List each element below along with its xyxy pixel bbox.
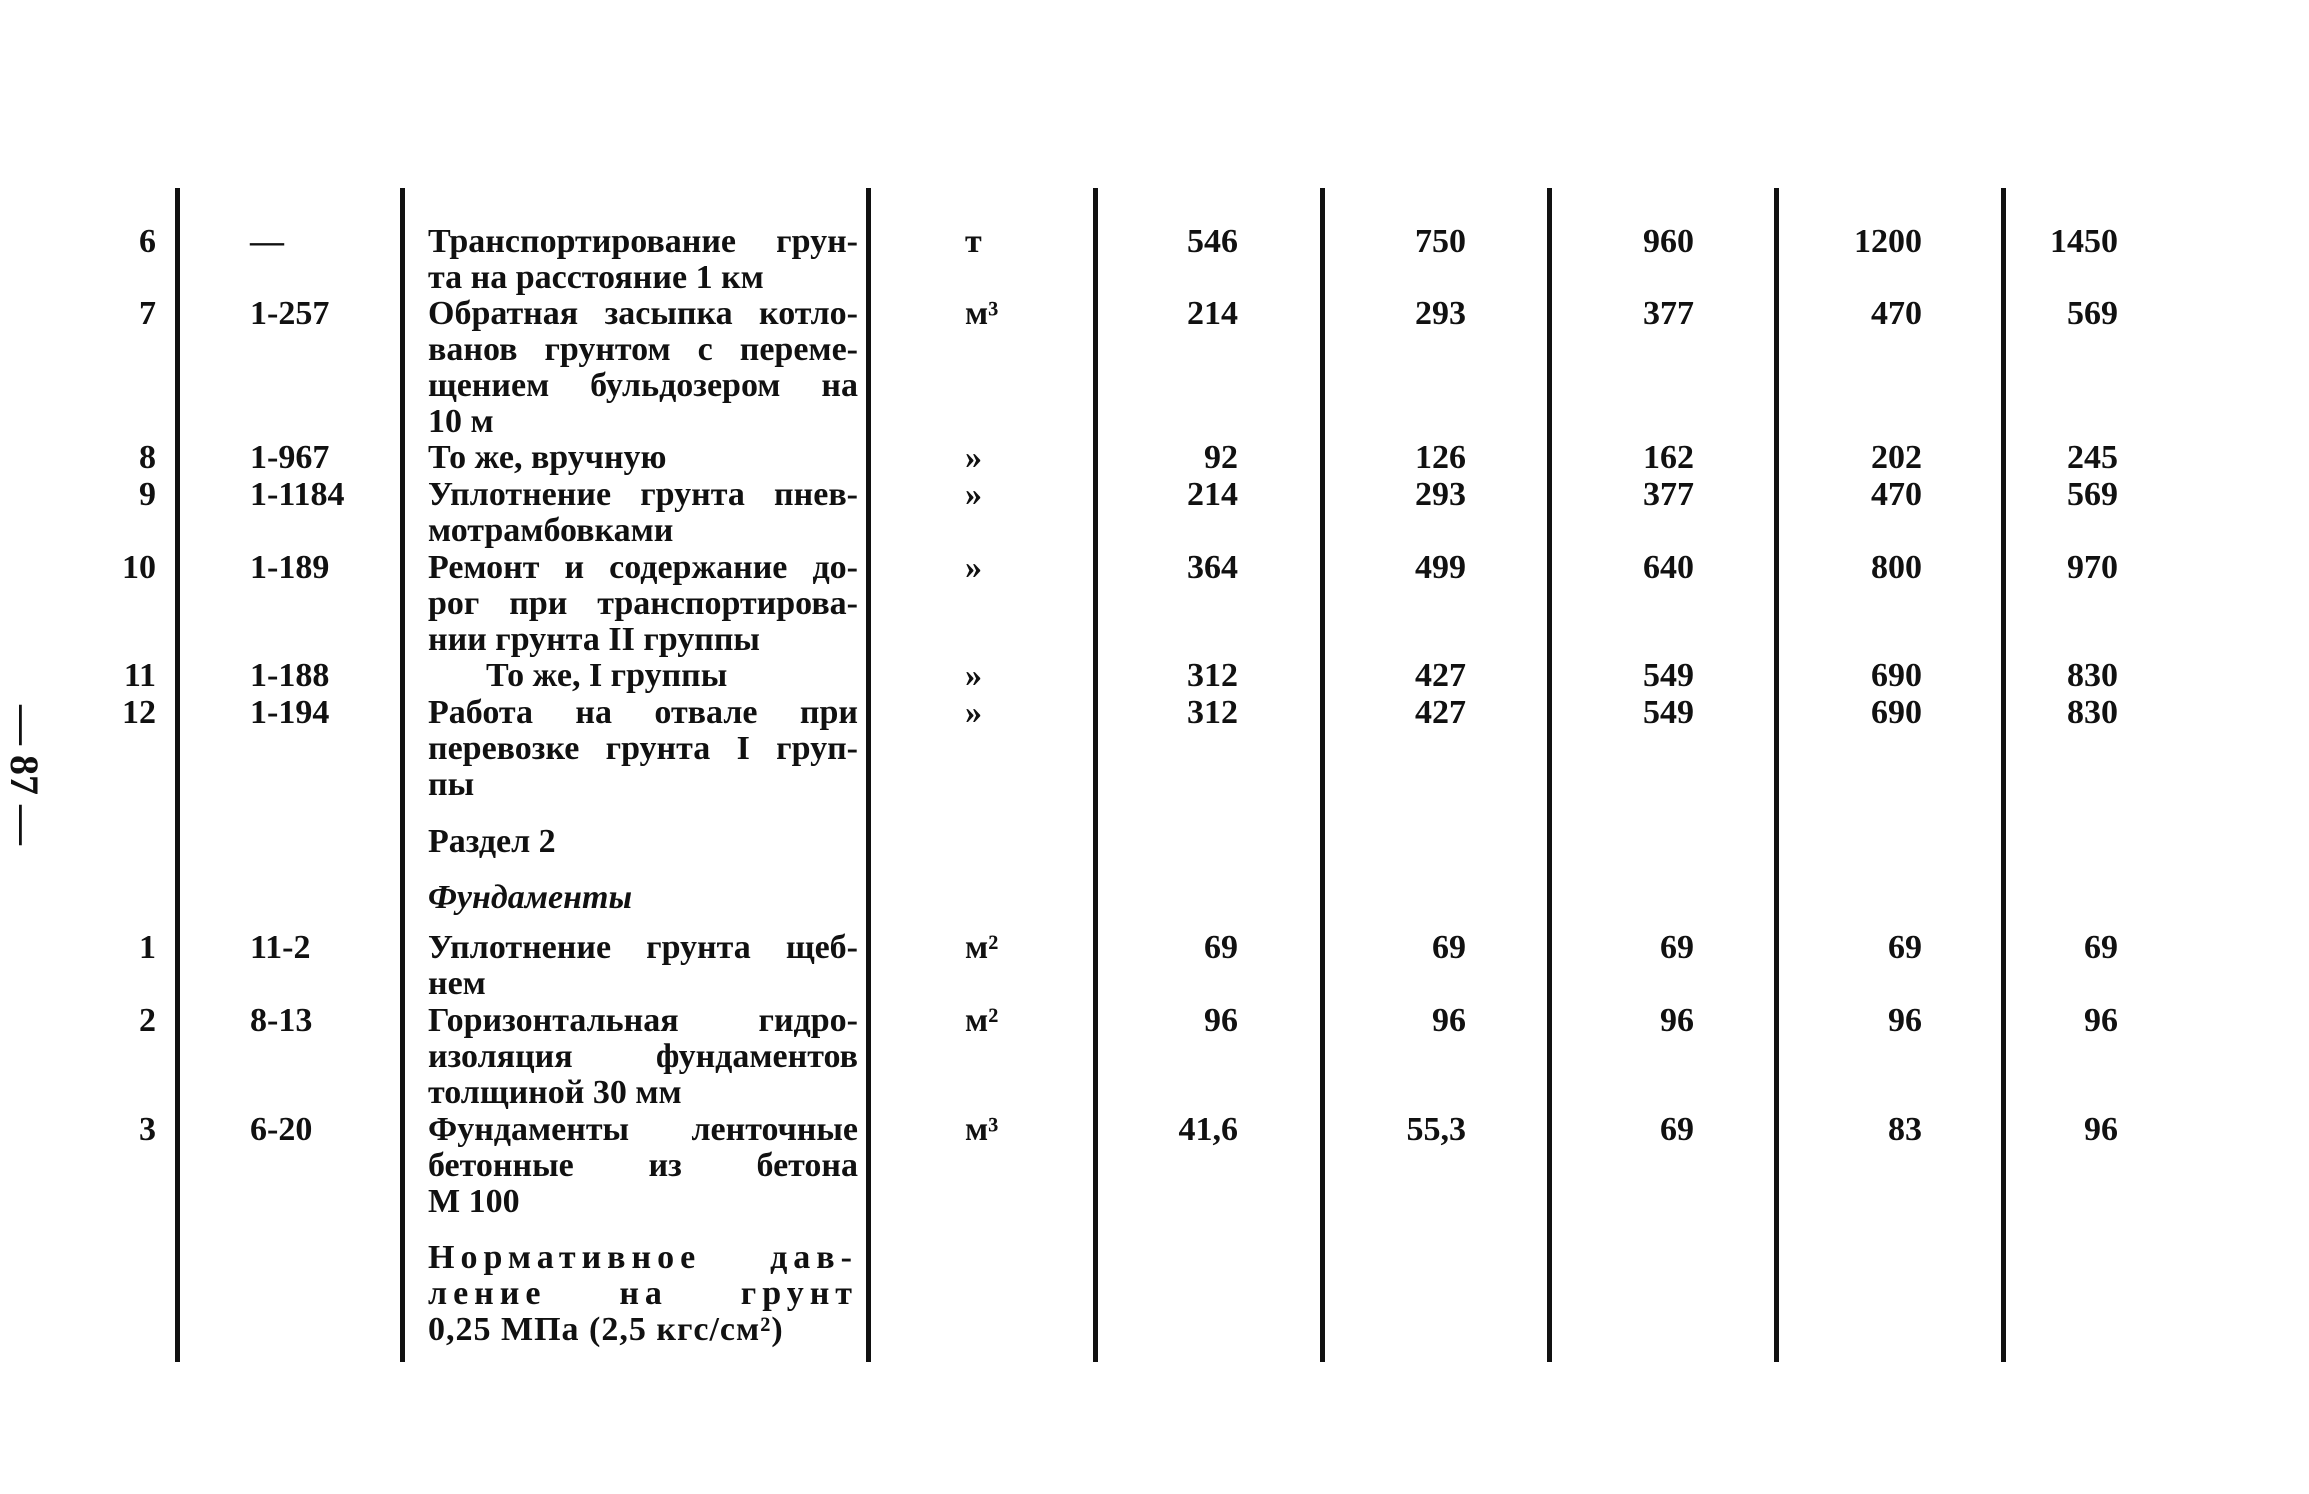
row-value: 69	[1660, 929, 1694, 966]
column-divider	[1320, 188, 1325, 1362]
row-value: 162	[1643, 439, 1694, 476]
row-code: 1-194	[250, 694, 330, 731]
row-unit: м³	[965, 1111, 999, 1148]
row-value: 55,3	[1406, 1111, 1466, 1148]
row-description	[428, 1112, 858, 1220]
row-unit: »	[965, 476, 982, 513]
row-value: 69	[1660, 1111, 1694, 1148]
row-value: 1450	[2050, 223, 2118, 260]
column-divider	[1774, 188, 1779, 1362]
row-value: 69	[1888, 929, 1922, 966]
row-value: 499	[1415, 549, 1466, 586]
description-line: изоляция фундаментов	[428, 1038, 858, 1075]
row-value: 312	[1187, 657, 1238, 694]
row-value: 245	[2067, 439, 2118, 476]
row-description	[428, 1003, 858, 1111]
row-value: 830	[2067, 694, 2118, 731]
row-description	[428, 550, 858, 658]
row-number: 7	[139, 295, 156, 332]
row-value: 470	[1871, 295, 1922, 332]
row-value: 126	[1415, 439, 1466, 476]
row-number: 9	[139, 476, 156, 513]
row-value: 1200	[1854, 223, 1922, 260]
row-code: —	[250, 223, 284, 260]
description-line: нем	[428, 965, 486, 1002]
footer-note	[428, 1240, 858, 1348]
row-value: 549	[1643, 657, 1694, 694]
row-value: 293	[1415, 476, 1466, 513]
description-line: 10 м	[428, 403, 494, 440]
row-code: 1-257	[250, 295, 330, 332]
description-line: толщиной 30 мм	[428, 1074, 682, 1111]
row-description	[428, 296, 858, 440]
column-divider	[400, 188, 405, 1362]
row-value: 96	[1888, 1002, 1922, 1039]
row-number: 6	[139, 223, 156, 260]
section-subtitle: Фундаменты	[428, 879, 633, 916]
row-value: 214	[1187, 295, 1238, 332]
row-value: 377	[1643, 476, 1694, 513]
row-value: 312	[1187, 694, 1238, 731]
description-line: рог при транспортирова-	[428, 585, 858, 622]
row-value: 83	[1888, 1111, 1922, 1148]
row-code: 8-13	[250, 1002, 313, 1039]
description-line: Уплотнение грунта щеб-	[428, 929, 858, 966]
row-value: 970	[2067, 549, 2118, 586]
row-value: 69	[2084, 929, 2118, 966]
description-line: перевозке грунта I груп-	[428, 730, 858, 767]
row-unit: »	[965, 549, 982, 586]
column-divider	[866, 188, 871, 1362]
row-description	[428, 930, 858, 1002]
row-code: 1-967	[250, 439, 330, 476]
row-value: 92	[1204, 439, 1238, 476]
description-line: М 100	[428, 1183, 520, 1220]
row-value: 750	[1415, 223, 1466, 260]
column-divider	[175, 188, 180, 1362]
description-line: Ремонт и содержание до-	[428, 549, 858, 586]
row-value: 569	[2067, 476, 2118, 513]
column-divider	[1093, 188, 1098, 1362]
row-number: 12	[122, 694, 156, 731]
footer-note-line: 0,25 МПа (2,5 кгс/см²)	[428, 1311, 784, 1348]
row-description	[428, 658, 858, 694]
row-value: 293	[1415, 295, 1466, 332]
row-value: 96	[1660, 1002, 1694, 1039]
row-value: 214	[1187, 476, 1238, 513]
row-code: 1-188	[250, 657, 330, 694]
column-divider	[2001, 188, 2006, 1362]
row-value: 427	[1415, 657, 1466, 694]
row-number: 3	[139, 1111, 156, 1148]
row-description	[428, 440, 858, 476]
description-line: нии грунта II группы	[428, 621, 760, 658]
row-description	[428, 477, 858, 549]
footer-note-line: ление на грунт	[428, 1275, 858, 1312]
description-line: Обратная засыпка котло-	[428, 295, 858, 332]
description-line: та на расстояние 1 км	[428, 259, 764, 296]
row-value: 830	[2067, 657, 2118, 694]
description-line: щением бульдозером на	[428, 367, 858, 404]
description-line: То же, I группы	[486, 657, 728, 694]
row-value: 690	[1871, 657, 1922, 694]
footer-note-line: Нормативное дав-	[428, 1239, 858, 1276]
row-number: 8	[139, 439, 156, 476]
row-value: 546	[1187, 223, 1238, 260]
row-code: 1-1184	[250, 476, 345, 513]
row-number: 1	[139, 929, 156, 966]
row-unit: м²	[965, 1002, 999, 1039]
row-value: 96	[1432, 1002, 1466, 1039]
row-value: 470	[1871, 476, 1922, 513]
row-value: 96	[1204, 1002, 1238, 1039]
description-line: пы	[428, 766, 475, 803]
row-number: 11	[123, 657, 156, 694]
row-value: 69	[1204, 929, 1238, 966]
row-unit: »	[965, 657, 982, 694]
description-line: Работа на отвале при	[428, 694, 858, 731]
row-description	[428, 224, 858, 296]
row-value: 549	[1643, 694, 1694, 731]
row-value: 427	[1415, 694, 1466, 731]
row-unit: т	[965, 223, 982, 260]
row-description	[428, 695, 858, 803]
row-value: 640	[1643, 549, 1694, 586]
description-line: мотрамбовками	[428, 512, 674, 549]
description-line: Транспортирование грун-	[428, 223, 858, 260]
section-title: Раздел 2	[428, 823, 556, 860]
row-value: 69	[1432, 929, 1466, 966]
row-value: 377	[1643, 295, 1694, 332]
row-unit: »	[965, 439, 982, 476]
row-unit: »	[965, 694, 982, 731]
description-line: Уплотнение грунта пнев-	[428, 476, 858, 513]
row-value: 96	[2084, 1111, 2118, 1148]
column-divider	[1547, 188, 1552, 1362]
row-number: 2	[139, 1002, 156, 1039]
description-line: ванов грунтом с переме-	[428, 331, 858, 368]
row-value: 569	[2067, 295, 2118, 332]
row-value: 690	[1871, 694, 1922, 731]
row-value: 800	[1871, 549, 1922, 586]
page-number: — 87 —	[2, 705, 47, 845]
row-value: 202	[1871, 439, 1922, 476]
row-value: 364	[1187, 549, 1238, 586]
row-value: 960	[1643, 223, 1694, 260]
description-line: То же, вручную	[428, 439, 667, 476]
row-code: 11-2	[250, 929, 311, 966]
row-value: 41,6	[1178, 1111, 1238, 1148]
row-unit: м²	[965, 929, 999, 966]
description-line: бетонные из бетона	[428, 1147, 858, 1184]
row-number: 10	[122, 549, 156, 586]
row-code: 1-189	[250, 549, 330, 586]
description-line: Фундаменты ленточные	[428, 1111, 858, 1148]
row-code: 6-20	[250, 1111, 313, 1148]
row-value: 96	[2084, 1002, 2118, 1039]
description-line: Горизонтальная гидро-	[428, 1002, 858, 1039]
row-unit: м³	[965, 295, 999, 332]
